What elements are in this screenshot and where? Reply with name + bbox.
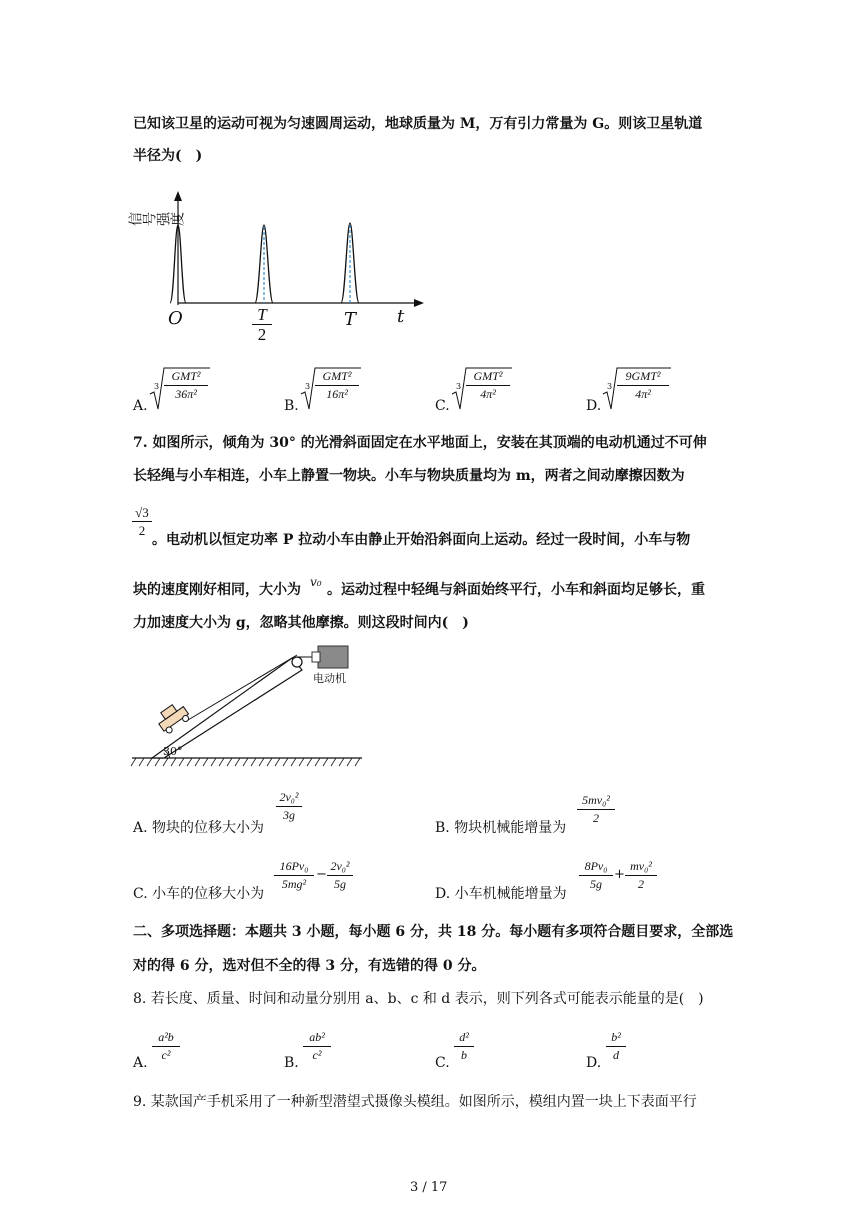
q7-stem-line4b: 。运动过程中轻绳与斜面始终平行，小车和斜面均足够长，重 (327, 582, 705, 598)
tick-half-den: 2 (257, 325, 267, 344)
frac-num: ab² (309, 1030, 325, 1044)
q7-option-c-frac2 (327, 859, 353, 892)
root-index: 3 (154, 382, 160, 391)
frac-den: d (613, 1048, 619, 1062)
section2-heading-line1: 二、多项选择题：本题共 3 小题，每小题 6 分，共 18 分。每小题有多项符合题目要求，全部选 (133, 924, 734, 940)
plus-sign: + (614, 867, 625, 882)
motor-box (318, 646, 348, 668)
section2-heading-line2: 对的得 6 分，选对但不全的得 3 分，有选错的得 0 分。 (133, 958, 486, 974)
frac-den: c² (312, 1048, 322, 1062)
tick-half-num: T (257, 305, 267, 324)
q7-option-c-frac1 (274, 859, 314, 892)
page-number: 3 / 17 (410, 1180, 448, 1195)
q7-stem-line4a: 块的速度刚好相同，大小为 (133, 582, 301, 598)
frac-num: 9GMT² (625, 369, 661, 383)
q6-stem-line2: 半径为( ) (133, 148, 203, 164)
pulley (292, 657, 302, 667)
frac-num: GMT² (171, 369, 201, 383)
q8-option-d-letter: D. (586, 1055, 602, 1071)
q6-stem-line1: 已知该卫星的运动可视为匀速圆周运动，地球质量为 M，万有引力常量为 G。则该卫星轨道 (133, 116, 703, 132)
frac-den: c² (161, 1048, 171, 1062)
q7-stem-line2: 长轻绳与小车相连，小车上静置一物块。小车与物块质量均为 m，两者之间动摩擦因数为 (133, 468, 685, 484)
angle-label: 30° (163, 745, 183, 758)
x-axis-arrow (414, 299, 424, 307)
mu-num: √3 (135, 505, 149, 520)
frac-den: 2 (638, 877, 644, 891)
y-axis-arrow (174, 191, 182, 201)
mu-den: 2 (138, 523, 146, 538)
motor-label: 电动机 (313, 672, 346, 685)
frac-den: 3g (283, 808, 295, 822)
root-index: 3 (607, 382, 613, 391)
frac-num: 2v₀² (330, 859, 350, 873)
q7-mu-fraction (132, 505, 152, 538)
cart (154, 700, 191, 735)
frac-num: a²b (158, 1030, 174, 1044)
q7-v0: v₀ (310, 575, 322, 589)
frac-den: 5mg² (281, 877, 307, 891)
q7-option-d-text: D. 小车机械能增量为 (435, 886, 567, 902)
q8-option-b-frac (303, 1030, 331, 1063)
minus-sign: − (316, 867, 327, 882)
frac-num: 16Pv₀ (279, 859, 309, 873)
root-index: 3 (305, 382, 311, 391)
signal-graph (140, 185, 430, 350)
frac-den: 16π² (326, 387, 348, 401)
q7-option-c-text: C. 小车的位移大小为 (133, 886, 265, 902)
graph-ylabel: 信号强度 (128, 212, 184, 228)
q7-option-a-text: A. 物块的位移大小为 (133, 820, 265, 836)
q7-stem-line1: 7. 如图所示，倾角为 30° 的光滑斜面固定在水平地面上，安装在其顶端的电动机通过不可伸 (133, 435, 707, 451)
q8-option-d-frac (606, 1030, 626, 1063)
q6-option-a-letter: A. (133, 398, 148, 414)
frac-num: d² (459, 1030, 469, 1044)
q8-option-c-letter: C. (435, 1055, 450, 1071)
q7-option-b-text: B. 物块机械能增量为 (435, 820, 567, 836)
frac-num: 2v₀² (279, 790, 299, 804)
frac-den: 36π² (175, 387, 197, 401)
graph-tick-half-T (252, 306, 272, 345)
q6-option-c-letter: C. (435, 398, 450, 414)
root-index: 3 (456, 382, 462, 391)
frac-num: GMT² (322, 369, 352, 383)
frac-den: 4π² (480, 387, 496, 401)
q8-option-b-letter: B. (284, 1055, 299, 1071)
frac-num: mv₀² (630, 859, 652, 873)
graph-origin-label: O (168, 308, 183, 329)
q6-option-b-letter: B. (284, 398, 299, 414)
q7-option-a-frac (276, 790, 302, 823)
q8-stem: 8. 若长度、质量、时间和动量分别用 a、b、c 和 d 表示，则下列各式可能表示能量的是( ) (133, 991, 704, 1007)
q7-stem-line3: 。电动机以恒定功率 P 拉动小车由静止开始沿斜面向上运动。经过一段时间，小车与物 (152, 532, 691, 548)
frac-den: 5g (334, 877, 346, 891)
q7-option-d-frac1 (579, 859, 613, 892)
frac-den: 4π² (635, 387, 651, 401)
rope (188, 655, 297, 720)
q9-stem: 9. 某款国产手机采用了一种新型潜望式摄像头模组。如图所示，模组内置一块上下表面平行 (133, 1094, 697, 1110)
q7-option-b-frac (577, 793, 615, 826)
q8-option-a-frac (152, 1030, 180, 1063)
frac-num: GMT² (473, 369, 503, 383)
q8-option-c-frac (454, 1030, 474, 1063)
q8-option-a-letter: A. (133, 1055, 148, 1071)
q6-option-d-letter: D. (586, 398, 602, 414)
frac-den: 2 (593, 811, 599, 825)
ground-hatch (131, 758, 360, 766)
frac-num: 8Pv₀ (584, 859, 608, 873)
frac-den: b (461, 1048, 467, 1062)
frac-num: 5mv₀² (582, 793, 610, 807)
q7-option-d-frac2 (625, 859, 657, 892)
graph-xlabel: t (397, 306, 405, 327)
frac-den: 5g (590, 877, 602, 891)
graph-tick-T: T (344, 309, 357, 330)
frac-num: b² (611, 1030, 621, 1044)
q7-stem-line5: 力加速度大小为 g，忽略其他摩擦。则这段时间内( ) (133, 615, 469, 631)
